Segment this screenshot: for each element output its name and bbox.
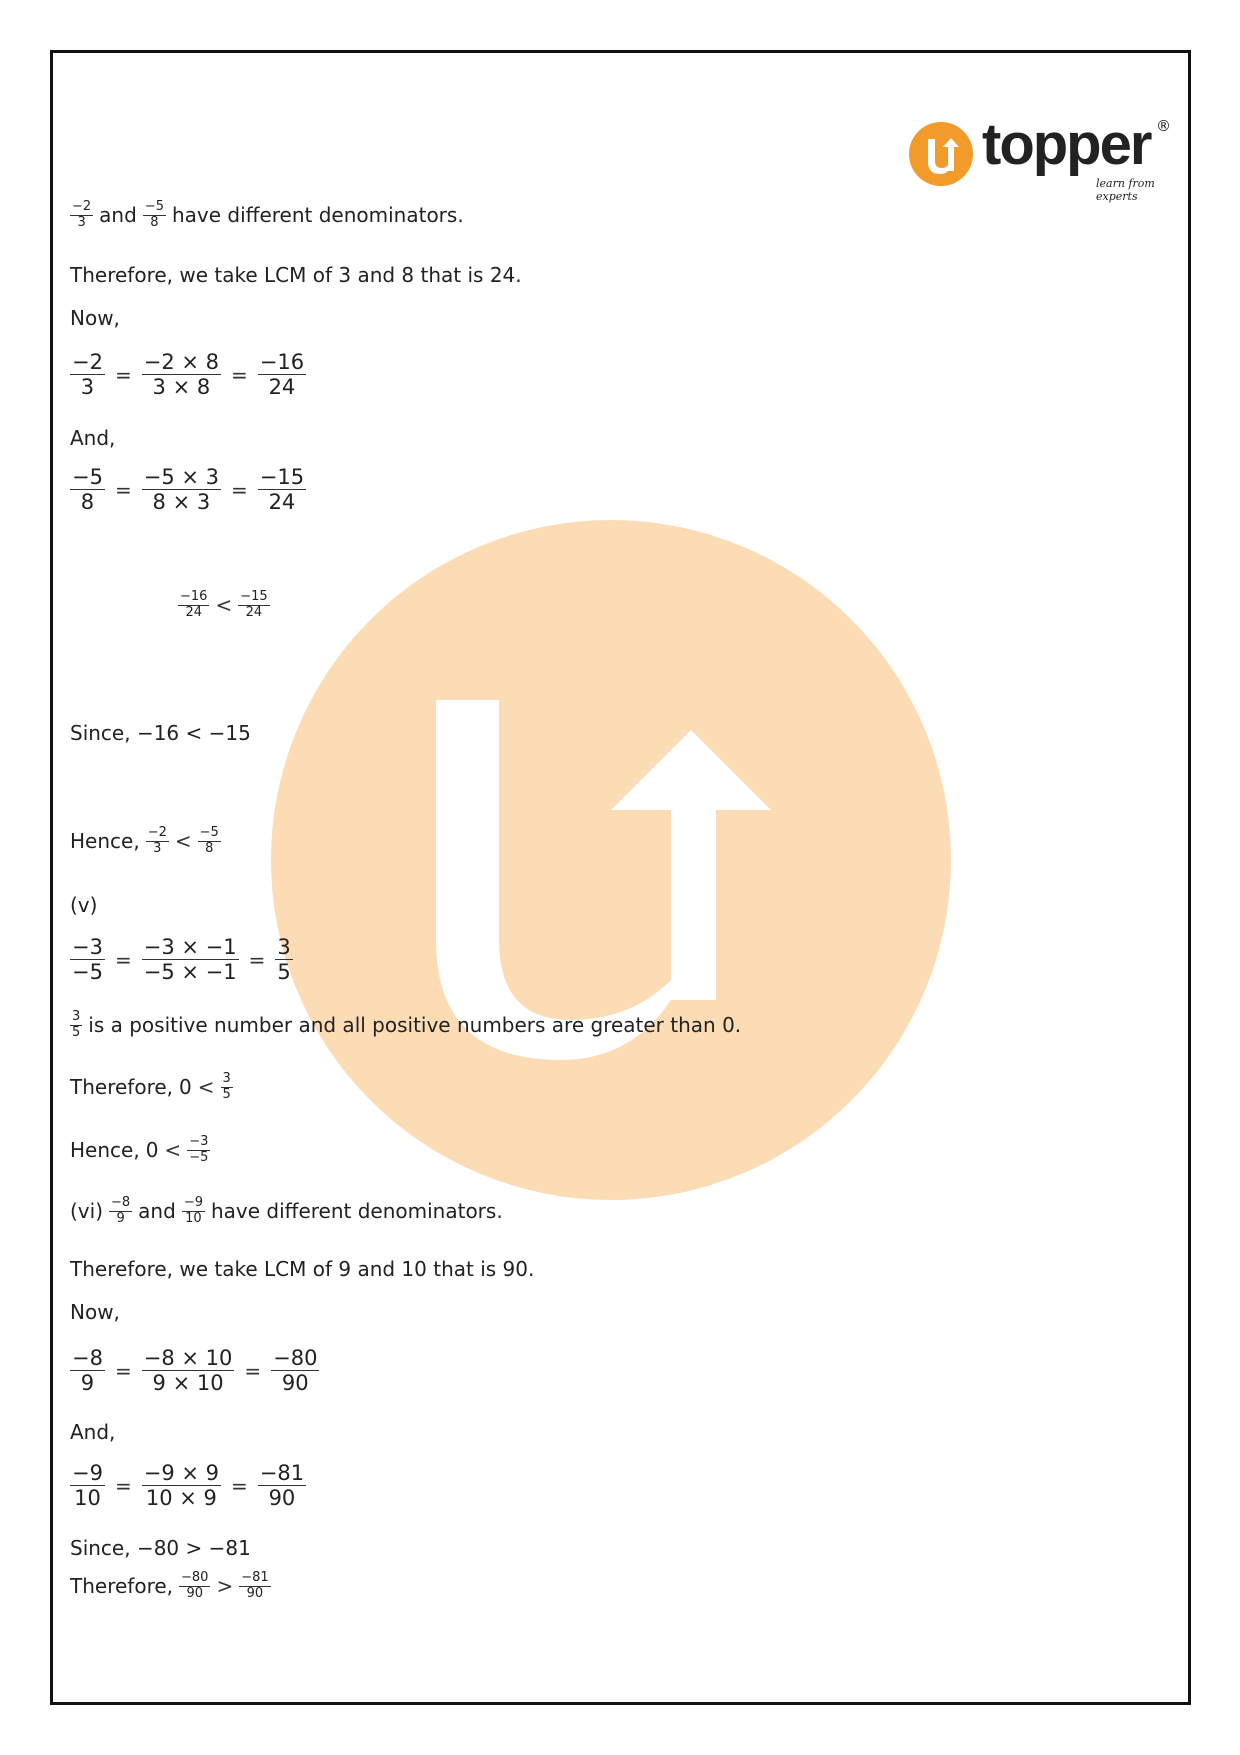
line-lcm-90: Therefore, we take LCM of 9 and 10 that is 90. (70, 1257, 535, 1281)
fraction: $\frac{-2}{3}$ (147, 825, 167, 856)
text: and (138, 1199, 176, 1224)
topper-logo-icon (908, 121, 974, 187)
line-and-2: And, (70, 1420, 116, 1444)
less-than-sign: < (174, 829, 192, 854)
equation-4 (70, 1346, 319, 1395)
topper-logo (908, 112, 1176, 203)
zero: 0 (145, 1138, 159, 1163)
fraction: $\frac{-80}{90}$ (273, 1346, 318, 1396)
line-hence-zero (70, 1135, 210, 1166)
equals-sign: = (114, 362, 132, 387)
line-different-denominators-2 (70, 1196, 503, 1227)
line-therefore-zero (70, 1072, 233, 1103)
fraction: $\frac{3}{5}$ (277, 935, 291, 985)
fraction: $\frac{-9 \times 9}{10 \times 9}$ (143, 1461, 219, 1511)
fraction: $\frac{-2}{3}$ (72, 350, 103, 400)
text: have different denominators. (210, 1199, 503, 1224)
logo-brand-text: topper (982, 112, 1151, 177)
equation-5 (70, 1461, 306, 1510)
fraction: $\frac{-16}{24}$ (259, 350, 305, 400)
line-since-1: Since, −16 < −15 (70, 721, 251, 745)
line-now-2: Now, (70, 1300, 120, 1324)
equals-sign: = (231, 1473, 248, 1498)
watermark-logo (271, 520, 951, 1200)
fraction: $\frac{-15}{24}$ (259, 465, 305, 515)
fraction: $\frac{-81}{90}$ (241, 1570, 269, 1601)
line-since-2: Since, −80 > −81 (70, 1536, 251, 1560)
fraction: $\frac{-3}{-5}$ (189, 1134, 209, 1165)
fraction: $\frac{-5}{8}$ (72, 465, 103, 515)
line-hence-1 (70, 826, 221, 857)
equals-sign: = (114, 1358, 132, 1383)
fraction: $\frac{-5 \times 3}{8 \times 3}$ (143, 465, 219, 515)
line-and-1: And, (70, 426, 116, 450)
fraction: $\frac{-80}{90}$ (181, 1570, 209, 1601)
equals-sign: = (114, 1473, 132, 1498)
fraction: $\frac{3}{5}$ (222, 1071, 231, 1102)
logo-tagline: learn from experts (1096, 177, 1155, 203)
greater-than-sign: > (216, 1574, 234, 1599)
equals-sign: = (114, 947, 132, 972)
equation-3 (70, 935, 293, 984)
less-than-sign: < (215, 593, 233, 618)
section-v-label: (v) (70, 893, 98, 917)
fraction: $\frac{-5}{8}$ (144, 199, 164, 230)
text: Therefore, (70, 1574, 174, 1599)
line-positive-number (70, 1010, 741, 1041)
line-therefore-final (70, 1571, 271, 1602)
text: Hence, (70, 829, 140, 854)
fraction: $\frac{3}{5}$ (72, 1009, 81, 1040)
text: have different denominators. (171, 203, 464, 228)
equals-sign: = (231, 362, 248, 387)
text: and (99, 203, 137, 228)
text: Hence, (70, 1138, 140, 1163)
fraction: $\frac{-3}{-5}$ (72, 935, 103, 985)
fraction: $\frac{-5}{8}$ (199, 825, 219, 856)
less-than-sign: < (164, 1138, 182, 1163)
line-lcm-24: Therefore, we take LCM of 3 and 8 that is 24. (70, 263, 522, 287)
fraction: $\frac{-9}{10}$ (72, 1461, 103, 1511)
equation-2 (70, 465, 306, 514)
equation-1 (70, 350, 306, 399)
zero: 0 (179, 1075, 192, 1100)
fraction: $\frac{-2 \times 8}{3 \times 8}$ (143, 350, 219, 400)
fraction: $\frac{-2}{3}$ (72, 199, 92, 230)
text: Therefore, (70, 1075, 174, 1100)
fraction: $\frac{-16}{24}$ (180, 589, 208, 620)
fraction: $\frac{-3 \times -1}{-5 \times -1}$ (143, 935, 237, 985)
fraction: $\frac{-8}{9}$ (111, 1195, 131, 1226)
fraction: $\frac{-8}{9}$ (72, 1346, 103, 1396)
less-than-sign: < (197, 1075, 215, 1100)
comparison-1 (178, 590, 270, 621)
line-now-1: Now, (70, 306, 120, 330)
equals-sign: = (248, 947, 266, 972)
equals-sign: = (114, 477, 132, 502)
fraction: $\frac{-81}{90}$ (259, 1461, 305, 1511)
equals-sign: = (231, 477, 248, 502)
registered-mark: ® (1156, 117, 1171, 135)
equals-sign: = (244, 1358, 262, 1383)
line-different-denominators-1 (70, 200, 464, 231)
fraction: $\frac{-8 \times 10}{9 \times 10}$ (143, 1346, 233, 1396)
section-vi-label: (vi) (70, 1199, 103, 1224)
text: is a positive number and all positive numbers are greater than 0. (88, 1013, 742, 1038)
fraction: $\frac{-15}{24}$ (240, 589, 268, 620)
fraction: $\frac{-9}{10}$ (183, 1195, 203, 1226)
